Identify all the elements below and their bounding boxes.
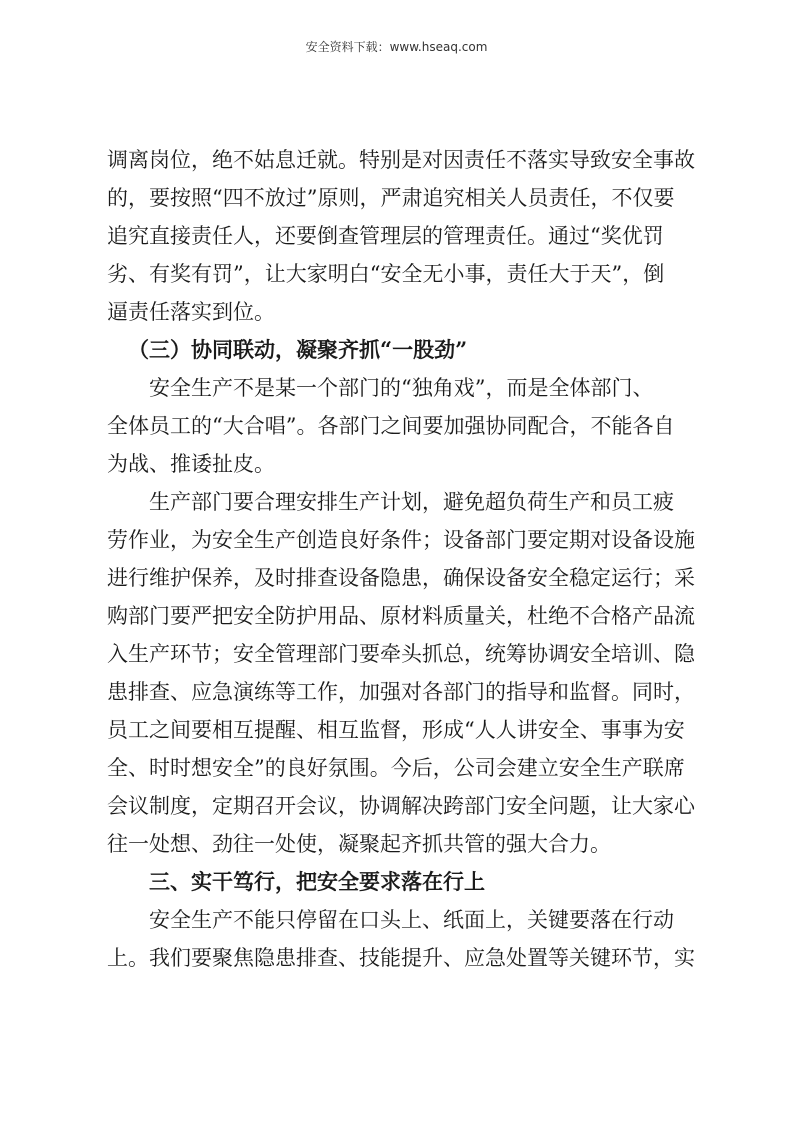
paragraph-line: 进行维护保养，及时排查设备隐患，确保设备安全稳定运行；采 [107, 566, 695, 590]
paragraph-line: 的，要按照“四不放过”原则，严肃追究相关人员责任，不仅要 [107, 186, 675, 210]
body-text [107, 141, 695, 977]
paragraph-line: 调离岗位，绝不姑息迁就。特别是对因责任不落实导致安全事故 [107, 148, 695, 172]
paragraph-line: 劣、有奖有罚”，让大家明白“安全无小事，责任大于天”，倒 [107, 262, 665, 286]
paragraph-line: 安全生产不能只停留在口头上、纸面上，关键要落在行动 [149, 908, 674, 932]
paragraph-line: 劳作业，为安全生产创造良好条件；设备部门要定期对设备设施 [107, 528, 695, 552]
paragraph-line: 安全生产不是某一个部门的“独角戏”，而是全体部门、 [149, 376, 654, 400]
page-header: 安全资料下载：www.hseaq.com [305, 40, 488, 54]
section-heading: 三、实干笃行，把安全要求落在行上 [149, 870, 485, 894]
subsection-heading: （三）协同联动，凝聚齐抓“一股劲” [128, 337, 468, 362]
paragraph-line: 追究直接责任人，还要倒查管理层的管理责任。通过“奖优罚 [107, 224, 664, 248]
paragraph-line: 全、时时想安全”的良好氛围。今后，公司会建立安全生产联席 [107, 756, 685, 780]
paragraph-line: 患排查、应急演练等工作，加强对各部门的指导和监督。同时， [107, 680, 695, 704]
paragraph-line: 逼责任落实到位。 [107, 300, 275, 324]
paragraph-line: 员工之间要相互提醒、相互监督，形成“人人讲安全、事事为安 [107, 718, 685, 742]
paragraph-line: 购部门要严把安全防护用品、原材料质量关，杜绝不合格产品流 [107, 604, 695, 628]
paragraph-line: 为战、推诿扯皮。 [107, 452, 275, 476]
paragraph-line: 往一处想、劲往一处使，凝聚起齐抓共管的强大合力。 [107, 832, 611, 856]
paragraph-line: 生产部门要合理安排生产计划，避免超负荷生产和员工疲 [149, 490, 674, 514]
paragraph-line: 入生产环节；安全管理部门要牵头抓总，统筹协调安全培训、隐 [107, 642, 695, 666]
paragraph-line: 全体员工的“大合唱”。各部门之间要加强协同配合，不能各自 [107, 414, 675, 438]
paragraph-line: 会议制度，定期召开会议，协调解决跨部门安全问题，让大家心 [107, 794, 695, 818]
paragraph-line: 上。我们要聚焦隐患排查、技能提升、应急处置等关键环节，实 [107, 946, 695, 970]
